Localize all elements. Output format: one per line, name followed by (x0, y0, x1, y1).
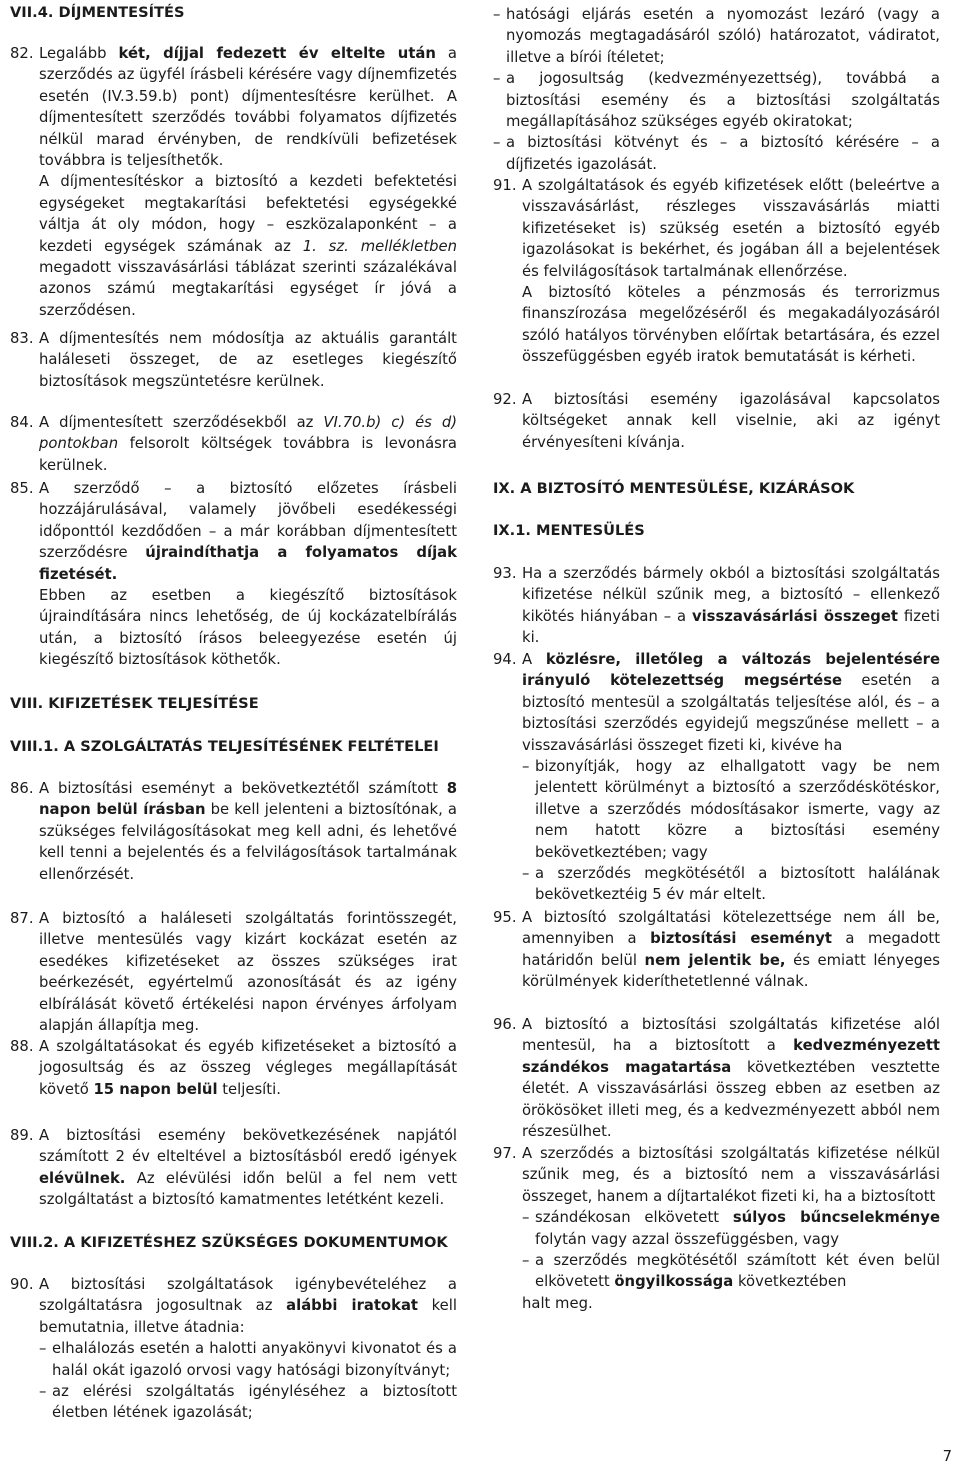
dash-bullet: – (522, 865, 530, 883)
text-run: elhalálozás esetén a halotti anyakönyvi kivonatot és a halál okát igazoló orvosi vagy hatósági bizonyítványt; (52, 1340, 457, 1379)
text-run: A (522, 651, 546, 668)
text-run: bizonyítják, hogy az elhallgatott vagy be nem jelentett körülményt a biztosító a szerződéskötéskor, illetve a szerződés módosításakor ismerte, vagy az nem hatott közre a biztosítási esemény bekövetkeztében; vagy (535, 758, 940, 861)
text-run: A szolgáltatásokat és egyéb kifizetéseket a biztosító a jogosultság és az összeg végleges megállapítását követő (39, 1038, 457, 1098)
text-run: A szerződés a biztosítási szolgáltatás kifizetése nélkül szűnik meg, és a biztosító nem a visszavásárlási összeget, hanem a díjtartalékot fizeti ki, ha a biztosított (522, 1145, 940, 1205)
text-run: A biztosítási szolgáltatások igénybevételéhez a szolgáltatásra jogosultnak az (39, 1276, 457, 1315)
numbered-paragraph (10, 1125, 457, 1211)
numbered-paragraph (493, 907, 940, 993)
page-number: 7 (942, 1448, 952, 1465)
numbered-paragraph (493, 389, 940, 453)
paragraph-text (522, 389, 940, 453)
dash-bullet: – (493, 70, 501, 88)
paragraph-text (39, 412, 457, 476)
dash-bullet: – (493, 134, 501, 152)
paragraph-text (522, 1014, 940, 1142)
bold-text: alábbi iratokat (286, 1297, 418, 1315)
bold-text: elévülnek. (39, 1169, 126, 1187)
text-run: A díjmentesítés nem módosítja az aktuális garantált haláleseti összeget, de az esetleges kiegészítő biztosítások megszüntetésre kerülnek. (39, 330, 457, 390)
dash-list-item (522, 1250, 940, 1293)
text-run: Ha a szerződés bármely okból a biztosítási szolgáltatás kifizetése nélkül szűnik meg, a biztosító – ellenkező kikötés hiányában – a (522, 565, 940, 625)
dash-list-item (39, 1338, 457, 1381)
text-run: A biztosítási esemény igazolásával kapcsolatos költségeket annak kell viselnie, aki az igényt érvényesíteni kívánja. (522, 391, 940, 451)
numbered-paragraph (493, 175, 940, 368)
paragraph-text (39, 43, 457, 171)
text-run: esetén a biztosító mentesül a szolgáltatás teljesítése alól, és – a biztosítási szerződés egyidejű megszűnése mellett – a visszavásárlási összeget fizeti ki, kivéve ha (522, 672, 940, 754)
bold-text: két, díjjal fedezett év eltelte után (118, 45, 436, 62)
dash-list-item (522, 756, 940, 863)
text-run: A díjmentesítéskor a biztosító a kezdeti befektetési egységeket megtakarítási befektetési egységekké váltja át oly módon, hogy – eszközalaponként – a kezdeti egységek számának az (39, 173, 457, 255)
paragraph-text (39, 778, 457, 885)
section-heading: VIII. KIFIZETÉSEK TELJESÍTÉSE (10, 695, 259, 712)
text-run: fizeti ki. (522, 607, 940, 647)
numbered-paragraph (10, 412, 457, 476)
text-run: az elérési szolgáltatás igényléséhez a biztosított életben létének igazolását; (52, 1383, 457, 1422)
section-heading: IX.1. MENTESÜLÉS (493, 522, 645, 539)
text-run: a megadott határidőn belül (522, 930, 940, 969)
paragraph-text (39, 908, 457, 1036)
text-run: Az elévülési időn belül a fel nem vett szolgáltatást a biztosító kamatmentes letétként kezeli. (39, 1169, 457, 1209)
paragraph-number: 91. (493, 177, 517, 194)
paragraph-text (39, 328, 457, 392)
dash-list-item (493, 132, 940, 175)
text-run: hatósági eljárás esetén a nyomozást lezáró (vagy a nyomozás megtagadásáról szóló) határozatot, vádiratot, illetve a bírói ítéletet; (506, 6, 940, 66)
dash-bullet: – (493, 6, 501, 23)
numbered-paragraph (493, 1014, 940, 1142)
bold-text: újraindíthatja a folyamatos díjak fizetését. (39, 544, 457, 583)
paragraph-text (522, 907, 940, 993)
paragraph-number: 89. (10, 1127, 34, 1144)
text-run: Ebben az esetben a kiegészítő biztosítások újraindítására nincs lehetőség, de új kockázatelbírálás után, a biztosító írásos beleegyezése esetén új kiegészítő biztosítások köthetők. (39, 587, 457, 669)
bold-text: öngyilkossága (614, 1273, 734, 1291)
paragraph-number: 93. (493, 565, 517, 582)
dash-bullet: – (522, 1252, 530, 1270)
text-run: A biztosító a haláleseti szolgáltatás forintösszegét, illetve mentesülés vagy kizárt kockázat esetén az esedékes kifizetéseket az összes szükséges irat beérkezését, egyértelmű azonosítását és az igény elbírálását követő értékelési napon érvényes árfolyam alapján állapítja meg. (39, 910, 457, 1035)
dash-list-item (522, 863, 940, 906)
numbered-paragraph (10, 908, 457, 1036)
paragraph-number: 83. (10, 330, 34, 347)
paragraph-text (522, 282, 940, 368)
text-run: a biztosítási kötvényt és – a biztosító kérésére – a díjfizetés igazolását. (506, 134, 940, 173)
dash-list-item (493, 68, 940, 132)
paragraph-text (39, 1036, 457, 1100)
dash-list-item (522, 1207, 940, 1250)
text-run: szándékosan elkövetett (535, 1209, 733, 1227)
section-heading: IX. A BIZTOSÍTÓ MENTESÜLÉSE, KIZÁRÁSOK (493, 480, 855, 497)
numbered-paragraph (10, 778, 457, 885)
text-run: A díjmentesített szerződésekből az (39, 414, 324, 431)
dash-list-item (493, 4, 940, 68)
paragraph-text (39, 171, 457, 321)
section-heading: VII.4. DÍJMENTESÍTÉS (10, 4, 185, 21)
text-run: teljesíti. (217, 1080, 281, 1098)
paragraph-text (39, 478, 457, 585)
numbered-paragraph (10, 1036, 457, 1100)
dash-bullet: – (522, 758, 530, 776)
list-continuation (493, 4, 940, 175)
paragraph-number: 92. (493, 391, 517, 408)
numbered-paragraph (493, 1143, 940, 1314)
text-run: A biztosító köteles a pénzmosás és terrorizmus finanszírozása megelőzéséről és megakadályozásáról szóló hatályos törvényben előírtak betartására, és ezzel összefüggésben egyéb iratok bemutatását is kérheti. (522, 284, 940, 366)
paragraph-text (522, 649, 940, 756)
paragraph-text (39, 585, 457, 671)
text-run: folytán vagy azzal összefüggésben, vagy (535, 1230, 840, 1248)
paragraph-number: 88. (10, 1038, 34, 1055)
dash-bullet: – (522, 1209, 530, 1227)
text-run: be kell jelenteni a biztosítónak, a szükséges felvilágosításokat meg kell adni, és lehetővé kell tenni a bejelentés és a felvilágosítások tartalmának ellenőrzését. (39, 801, 457, 883)
paragraph-number: 96. (493, 1016, 517, 1033)
numbered-paragraph (10, 478, 457, 671)
paragraph-number: 94. (493, 651, 517, 668)
dash-bullet: – (39, 1340, 47, 1358)
numbered-paragraph (10, 1274, 457, 1424)
paragraph-number: 97. (493, 1145, 517, 1162)
paragraph-text (522, 1293, 940, 1314)
italic-reference: 1. sz. mellékletben (302, 237, 457, 255)
text-run: következtében (733, 1273, 847, 1291)
text-run: A biztosítási eseményt a bekövetkeztétől számított (39, 780, 447, 797)
text-run: a jogosultság (kedvezményezettség), továbbá a biztosítási esemény és a biztosítási szolgáltatás megállapításához szükséges egyéb okiratokat; (506, 70, 940, 131)
bold-text: kedvezményezett szándékos magatartása (522, 1037, 940, 1076)
numbered-paragraph (10, 328, 457, 392)
numbered-paragraph (493, 563, 940, 649)
paragraph-text (39, 1125, 457, 1211)
paragraph-number: 85. (10, 480, 34, 497)
text-run: kell bemutatnia, illetve átadnia: (39, 1297, 457, 1336)
paragraph-text (39, 1274, 457, 1338)
text-run: halt meg. (522, 1294, 593, 1312)
text-run: A biztosító szolgáltatási kötelezettsége nem áll be, amennyiben a (522, 909, 940, 948)
dash-bullet: – (39, 1383, 47, 1401)
bold-text: nem jelentik be, (644, 951, 786, 969)
paragraph-number: 84. (10, 414, 34, 431)
text-run: következtében vesztette életét. A visszavásárlási összeg ebben az esetben az örökösöket illeti meg, és a kedvezményezett abból nem részesülhet. (522, 1058, 940, 1141)
paragraph-text (522, 563, 940, 649)
paragraph-number: 95. (493, 909, 517, 926)
text-run: A biztosítási esemény bekövetkezésének napjától számított 2 év elteltével a biztosításból eredő igények (39, 1127, 457, 1166)
text-run: A biztosító a biztosítási szolgáltatás kifizetése alól mentesül, ha a biztosított a (522, 1016, 940, 1055)
numbered-paragraph (493, 649, 940, 906)
bold-text: súlyos bűncselekménye (732, 1209, 940, 1227)
bold-text: biztosítási eseményt (650, 930, 832, 948)
section-heading: VIII.2. A KIFIZETÉSHEZ SZÜKSÉGES DOKUMENTUMOK (10, 1234, 448, 1251)
bold-text: visszavásárlási összeget (691, 607, 899, 625)
paragraph-number: 86. (10, 780, 34, 797)
dash-list-item (39, 1381, 457, 1424)
text-run: felsorolt költségek továbbra is levonásra kerülnek. (39, 435, 457, 474)
text-run: A szolgáltatások és egyéb kifizetések előtt (beleértve a visszavásárlást, részleges visszavásárlás miatti kifizetéseket is) szükség esetén a biztosító egyéb igazolásokat is bekérhet, és jogában áll a bejelentések és felvilágosítások tartalmának ellenőrzése. (522, 177, 940, 280)
italic-reference: VI.70.b) c) és d) pontokban (39, 414, 457, 453)
paragraph-number: 87. (10, 910, 34, 927)
bold-text: 8 napon belül írásban (39, 780, 457, 819)
text-run: a szerződés megkötésétől a biztosított halálának bekövetkeztéig 5 év már eltelt. (535, 865, 940, 904)
paragraph-text (522, 1143, 940, 1207)
text-run: Legalább (39, 45, 119, 62)
paragraph-number: 90. (10, 1276, 34, 1293)
numbered-paragraph (10, 43, 457, 321)
paragraph-number: 82. (10, 45, 34, 62)
section-heading: VIII.1. A SZOLGÁLTATÁS TELJESÍTÉSÉNEK FELTÉTELEI (10, 738, 439, 755)
paragraph-text (522, 175, 940, 282)
text-run: a szerződés megkötésétől számított két éven belül elkövetett (535, 1252, 940, 1291)
text-run: és emiatt lényeges körülmények kideríthetetlenné válnak. (522, 951, 940, 991)
text-run: A szerződő – a biztosító előzetes írásbeli hozzájárulásával, valamely jövőbeli esedékességi időponttól kezdődően – a már korábban díjmentesített szerződésre (39, 480, 457, 562)
text-run: a szerződés az ügyfél írásbeli kérésére vagy díjnemfizetés esetén (IV.3.59.b) pont) díjmentesítésre kerülhet. A díjmentesített szerződés további folyamatos díjfizetés nélkül marad érvényben, de rendkívüli befizetések továbbra is teljesíthetők. (39, 45, 457, 170)
bold-text: közlésre, illetőleg a változás bejelentésére irányuló kötelezettség megsértése (522, 651, 940, 690)
text-run: megadott visszavásárlási táblázat szerinti százalékával azonos számú megtakarítási egységet ír jóvá a szerződésen. (39, 259, 457, 319)
bold-text: 15 napon belül (93, 1080, 218, 1098)
